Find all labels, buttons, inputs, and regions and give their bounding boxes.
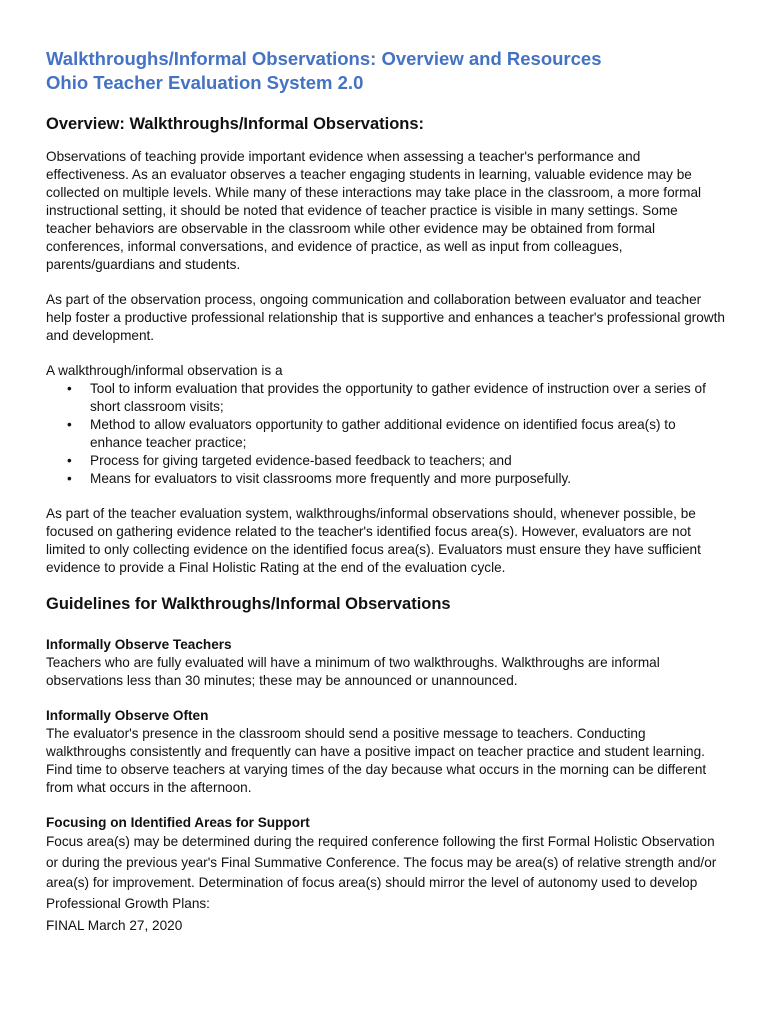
list-item: • Tool to inform evaluation that provides the opportunity to gather evidence of instruction over a series of short classroom visits;	[46, 380, 726, 416]
document-title	[46, 47, 726, 95]
document-page	[46, 47, 726, 935]
list-intro: A walkthrough/informal observation is a	[46, 363, 283, 378]
overview-paragraph-2: As part of the observation process, ongoing communication and collaboration between evaluator and teacher help foster a productive professional relationship that is supportive and enhances a teacher's professional growth and development.	[46, 292, 725, 343]
list-item: • Method to allow evaluators opportunity to gather additional evidence on identified focus area(s) to enhance teacher practice;	[46, 416, 726, 452]
guideline-section	[46, 707, 726, 797]
guideline-text: Focus area(s) may be determined during the required conference following the first Formal Holistic Observation or during the previous year's Final Summative Conference. The focus may be area(s) of relative strength and/or area(s) for improvement. Determination of focus area(s) should mirror the level of autonomy used to develop Professional Growth Plans:	[46, 834, 717, 911]
guidelines-heading: Guidelines for Walkthroughs/Informal Observations	[46, 595, 451, 613]
overview-paragraph-3: As part of the teacher evaluation system, walkthroughs/informal observations should, whenever possible, be focused on gathering evidence related to the teacher's identified focus area(s). However, evaluators are not limited to only collecting evidence on the identified focus area(s). Evaluators must ensure they have sufficient evidence to provide a Final Holistic Rating at the end of the evaluation cycle.	[46, 506, 701, 575]
title-line-1: Walkthroughs/Informal Observations: Overview and Resources	[46, 48, 602, 69]
title-line-2: Ohio Teacher Evaluation System 2.0	[46, 72, 364, 93]
guideline-title: Informally Observe Often	[46, 708, 209, 723]
overview-heading: Overview: Walkthroughs/Informal Observations:	[46, 115, 425, 133]
guideline-text: The evaluator's presence in the classroom should send a positive message to teachers. Conducting walkthroughs consistently and frequently can have a positive impact on teacher practice and student learning. Find time to observe teachers at varying times of the day because what occurs in the morning can be different from what occurs in the afternoon.	[46, 726, 707, 795]
list-item: • Process for giving targeted evidence-based feedback to teachers; and	[46, 452, 726, 470]
guideline-title: Focusing on Identified Areas for Support	[46, 815, 310, 830]
guideline-text: Teachers who are fully evaluated will have a minimum of two walkthroughs. Walkthroughs are informal observations less than 30 minutes; these may be announced or unannounced.	[46, 655, 660, 688]
guideline-title: Informally Observe Teachers	[46, 637, 232, 652]
page-footer: FINAL March 27, 2020	[46, 918, 183, 933]
list-item: • Means for evaluators to visit classrooms more frequently and more purposefully.	[46, 470, 726, 488]
overview-bullet-list	[46, 380, 726, 488]
guideline-section	[46, 814, 726, 914]
guideline-section	[46, 636, 726, 690]
overview-paragraph-1: Observations of teaching provide important evidence when assessing a teacher's performance and effectiveness. As an evaluator observes a teacher engaging students in learning, valuable evidence may be collected on multiple levels. While many of these interactions may take place in the classroom, a more formal instructional setting, it should be noted that evidence of teacher practice is visible in many settings. Some teacher behaviors are observable in the classroom while other evidence may be obtained from formal conferences, informal conversations, and evidence of practice, as well as input from colleagues, parents/guardians and students.	[46, 149, 702, 272]
